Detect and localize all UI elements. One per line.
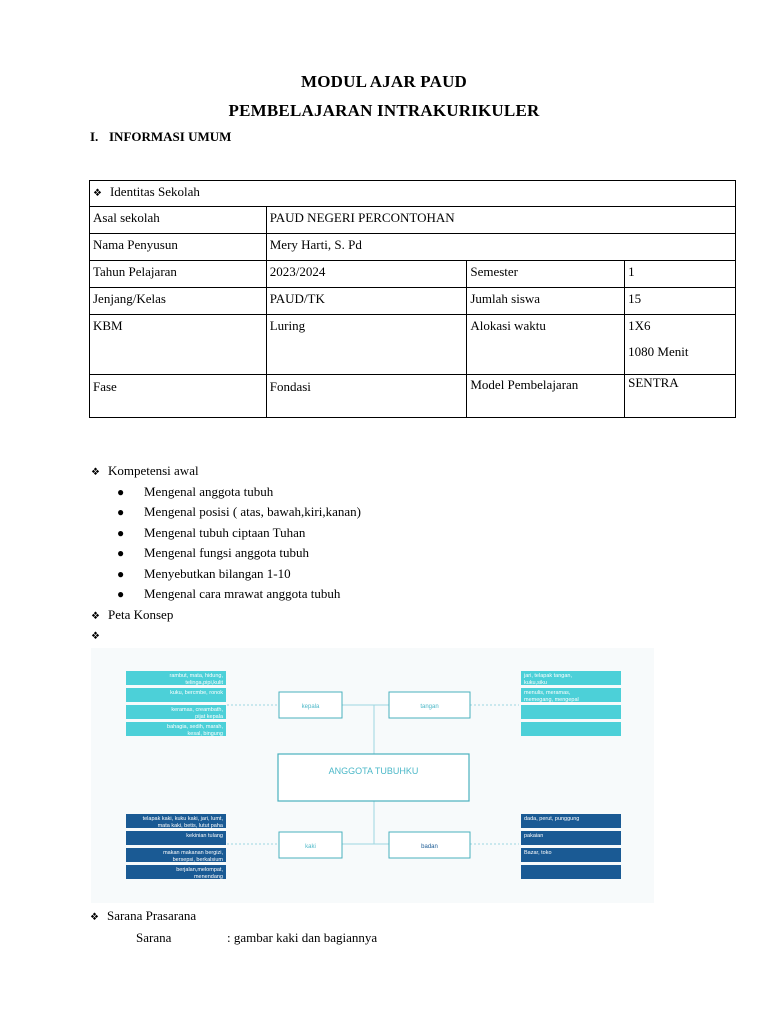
sarana-value: : gambar kaki dan bagiannya — [227, 930, 378, 945]
kepala-item-text: telinga,pipi,kulit — [185, 680, 223, 686]
kepala-item-text: pijat kepala — [195, 714, 223, 720]
table-cell-value: Fondasi — [266, 375, 467, 418]
peta-konsep-heading-text: Peta Konsep — [107, 606, 174, 622]
kaki-item-text: kekinian tulang — [186, 833, 223, 839]
badan-item-text: Bazar, toko — [524, 850, 552, 856]
kompetensi-section — [90, 461, 361, 646]
kompetensi-heading-text: Kompetensi awal — [107, 463, 199, 478]
dot-bullet-icon: ● — [117, 505, 125, 519]
table-cell-label: Nama Penyusun — [90, 234, 267, 261]
section-number: I. — [90, 129, 99, 144]
node-badan-label: badan — [421, 844, 438, 850]
table-cell-label: KBM — [90, 315, 267, 375]
list-item — [90, 482, 361, 503]
kaki-item-text: mata kaki, betis, lutut paha — [157, 823, 223, 829]
list-item — [90, 564, 361, 585]
dot-bullet-icon: ● — [117, 484, 125, 499]
table-row — [90, 261, 736, 288]
center-node-label: ANGGOTA TUBUHKU — [328, 766, 419, 776]
concept-map-svg — [91, 648, 654, 903]
table-cell-label: Asal sekolah — [90, 207, 267, 234]
section-heading — [90, 129, 231, 145]
table-cell-label: Tahun Pelajaran — [90, 261, 267, 288]
list-item-text: Menyebutkan bilangan 1-10 — [144, 565, 291, 581]
kepala-item-text: bahagia, sedih, marah, — [167, 724, 223, 730]
table-cell-label: Jenjang/Kelas — [90, 288, 267, 315]
empty-bullet-line — [90, 625, 361, 646]
center-node — [278, 754, 469, 801]
node-kepala-label: kepala — [301, 704, 320, 710]
list-item — [90, 543, 361, 564]
list-item-text: Mengenal tubuh ciptaan Tuhan — [144, 524, 306, 540]
table-row — [90, 207, 736, 234]
tangan-item-text: jari, telapak tangan, — [524, 673, 573, 679]
tangan-item-text: menulis, meramas, — [524, 690, 571, 696]
concept-map — [91, 648, 654, 903]
school-info-table — [89, 180, 736, 418]
diamond-bullet-icon: ❖ — [91, 610, 100, 622]
dot-bullet-icon: ● — [117, 546, 125, 560]
kompetensi-list — [90, 482, 361, 605]
kaki-item-text: makan makanan bergizi, — [163, 850, 223, 856]
kepala-item-text: kesal, bingung — [187, 731, 223, 737]
table-cell-value: Mery Harti, S. Pd — [266, 234, 735, 261]
table-heading: Identitas Sekolah — [109, 184, 200, 199]
list-item-text: Mengenal anggota tubuh — [144, 483, 274, 499]
node-kaki-label: kaki — [305, 844, 316, 850]
kaki-item-text: berjalan,melompat, — [176, 867, 223, 873]
tangan-item-text: memegang, mengepal — [524, 697, 579, 703]
sarana-heading — [90, 908, 196, 924]
table-cell-value: PAUD/TK — [266, 288, 467, 315]
table-cell-value — [625, 315, 736, 375]
tangan-item-text: kuku,siku — [524, 680, 547, 686]
table-cell-label: Alokasi waktu — [467, 315, 625, 375]
badan-item-text: dada, perut, punggung — [524, 816, 580, 822]
list-item-text: Mengenal posisi ( atas, bawah,kiri,kanan) — [144, 504, 361, 519]
list-item — [90, 584, 361, 605]
badan-item-box — [521, 865, 621, 879]
table-row — [90, 375, 736, 418]
list-item-text: Mengenal cara mrawat anggota tubuh — [144, 586, 341, 601]
alokasi-value-minutes: 1080 Menit — [628, 344, 689, 359]
kepala-item-text: kuku, bercmbe, ronok — [170, 690, 223, 696]
table-cell-value: 1 — [625, 261, 736, 288]
section-label: INFORMASI UMUM — [109, 129, 232, 144]
table-row — [90, 315, 736, 375]
dot-bullet-icon: ● — [117, 566, 125, 581]
document-subtitle: PEMBELAJARAN INTRAKURIKULER — [228, 101, 540, 120]
document-title: MODUL AJAR PAUD — [300, 72, 468, 91]
table-cell-value: 15 — [625, 288, 736, 315]
tangan-item-box — [521, 705, 621, 719]
sarana-label: Sarana — [136, 930, 172, 945]
diamond-bullet-icon: ❖ — [90, 912, 99, 923]
table-row — [90, 181, 736, 207]
table-cell-label: Jumlah siswa — [467, 288, 625, 315]
kaki-item-text: bersepsi, berkalsium — [172, 857, 223, 863]
table-cell-value: SENTRA — [625, 375, 736, 418]
diamond-bullet-icon: ❖ — [91, 467, 100, 478]
peta-konsep-heading — [90, 605, 361, 626]
table-cell-value: 2023/2024 — [266, 261, 467, 288]
list-item-text: Mengenal fungsi anggota tubuh — [144, 545, 309, 560]
node-tangan-label: tangan — [420, 704, 439, 710]
table-cell-value: PAUD NEGERI PERCONTOHAN — [266, 207, 735, 234]
kaki-item-text: telapak kaki, kuku kaki, jari, lumt, — [142, 816, 223, 822]
diamond-bullet-icon: ❖ — [93, 188, 102, 199]
table-row — [90, 288, 736, 315]
badan-item-text: pakaian — [524, 833, 544, 839]
kepala-item-text: keramas, creambath, — [171, 707, 223, 713]
kompetensi-heading — [90, 461, 361, 482]
list-item — [90, 523, 361, 544]
dot-bullet-icon: ● — [117, 587, 125, 601]
alokasi-value: 1X6 — [628, 318, 651, 333]
table-cell-value: Luring — [266, 315, 467, 375]
kaki-item-text: menendang — [193, 874, 223, 880]
table-row — [90, 234, 736, 261]
sarana-heading-text: Sarana Prasarana — [106, 908, 197, 923]
dot-bullet-icon: ● — [117, 525, 125, 540]
tangan-item-box — [521, 722, 621, 736]
table-heading-cell — [90, 181, 736, 207]
list-item — [90, 502, 361, 523]
kepala-item-text: rambut, mata, hidung, — [169, 673, 223, 679]
table-cell-label: Model Pembelajaran — [467, 375, 625, 418]
table-cell-label: Fase — [90, 375, 267, 418]
diamond-bullet-icon: ❖ — [91, 631, 100, 642]
table-cell-label: Semester — [467, 261, 625, 288]
